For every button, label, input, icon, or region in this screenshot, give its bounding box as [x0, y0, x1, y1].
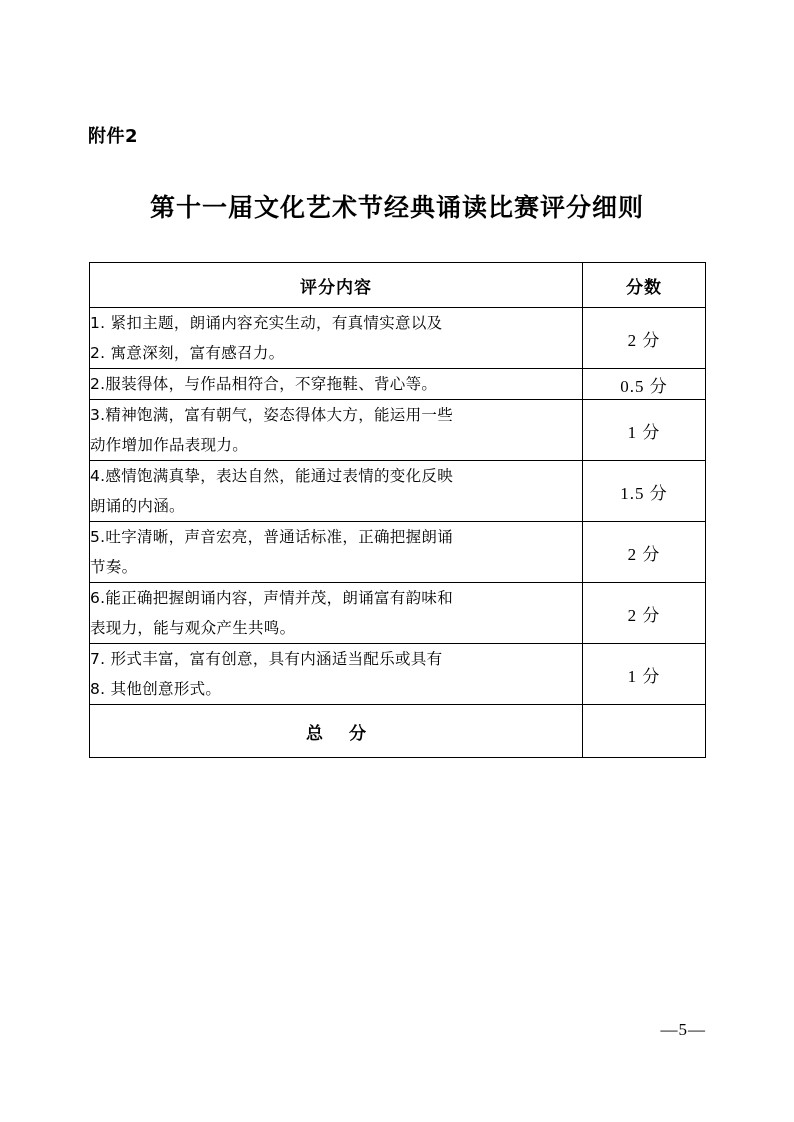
score-cell: 1 分 [583, 400, 706, 461]
criteria-line: 4.感情饱满真挚，表达自然，能通过表情的变化反映 [90, 467, 453, 485]
table-total-row [90, 705, 706, 758]
total-score-cell [583, 705, 706, 758]
criteria-line: 动作增加作品表现力。 [90, 436, 249, 454]
table-row [90, 369, 706, 400]
score-cell: 1 分 [583, 644, 706, 705]
total-label: 总 分 [90, 705, 583, 758]
score-cell: 2 分 [583, 308, 706, 369]
criteria-cell [90, 522, 583, 583]
criteria-line: 节奏。 [90, 558, 138, 576]
criteria-line: 表现力，能与观众产生共鸣。 [90, 619, 296, 637]
table-row [90, 308, 706, 369]
criteria-cell [90, 461, 583, 522]
page-title: 第十一届文化艺术节经典诵读比赛评分细则 [149, 193, 644, 222]
table-row [90, 400, 706, 461]
criteria-line: 2.服装得体，与作品相符合，不穿拖鞋、背心等。 [90, 375, 438, 393]
criteria-cell [90, 644, 583, 705]
criteria-line: 5.吐字清晰，声音宏亮，普通话标准，正确把握朗诵 [90, 528, 453, 546]
table-header-row [90, 263, 706, 308]
criteria-line: 1. 紧扣主题，朗诵内容充实生动，有真情实意以及 [90, 314, 443, 332]
score-cell: 2 分 [583, 583, 706, 644]
criteria-cell [90, 400, 583, 461]
score-cell: 2 分 [583, 522, 706, 583]
score-cell: 0.5 分 [583, 369, 706, 400]
criteria-line: 朗诵的内涵。 [90, 497, 185, 515]
page-number: —5— [660, 1020, 706, 1039]
criteria-line: 3.精神饱满，富有朝气，姿态得体大方，能运用一些 [90, 406, 453, 424]
attachment-label: 附件2 [88, 126, 139, 147]
scoring-criteria-table [89, 262, 706, 758]
criteria-line: 2. 寓意深刻，富有感召力。 [90, 344, 285, 362]
table-row [90, 522, 706, 583]
criteria-line: 8. 其他创意形式。 [90, 680, 222, 698]
column-header-content: 评分内容 [90, 263, 583, 308]
criteria-cell [90, 369, 583, 400]
table-row [90, 461, 706, 522]
score-cell: 1.5 分 [583, 461, 706, 522]
criteria-cell [90, 308, 583, 369]
column-header-score: 分数 [583, 263, 706, 308]
criteria-line: 6.能正确把握朗诵内容，声情并茂，朗诵富有韵味和 [90, 589, 453, 607]
criteria-line: 7. 形式丰富，富有创意，具有内涵适当配乐或具有 [90, 650, 443, 668]
criteria-cell [90, 583, 583, 644]
table-row [90, 583, 706, 644]
table-row [90, 644, 706, 705]
